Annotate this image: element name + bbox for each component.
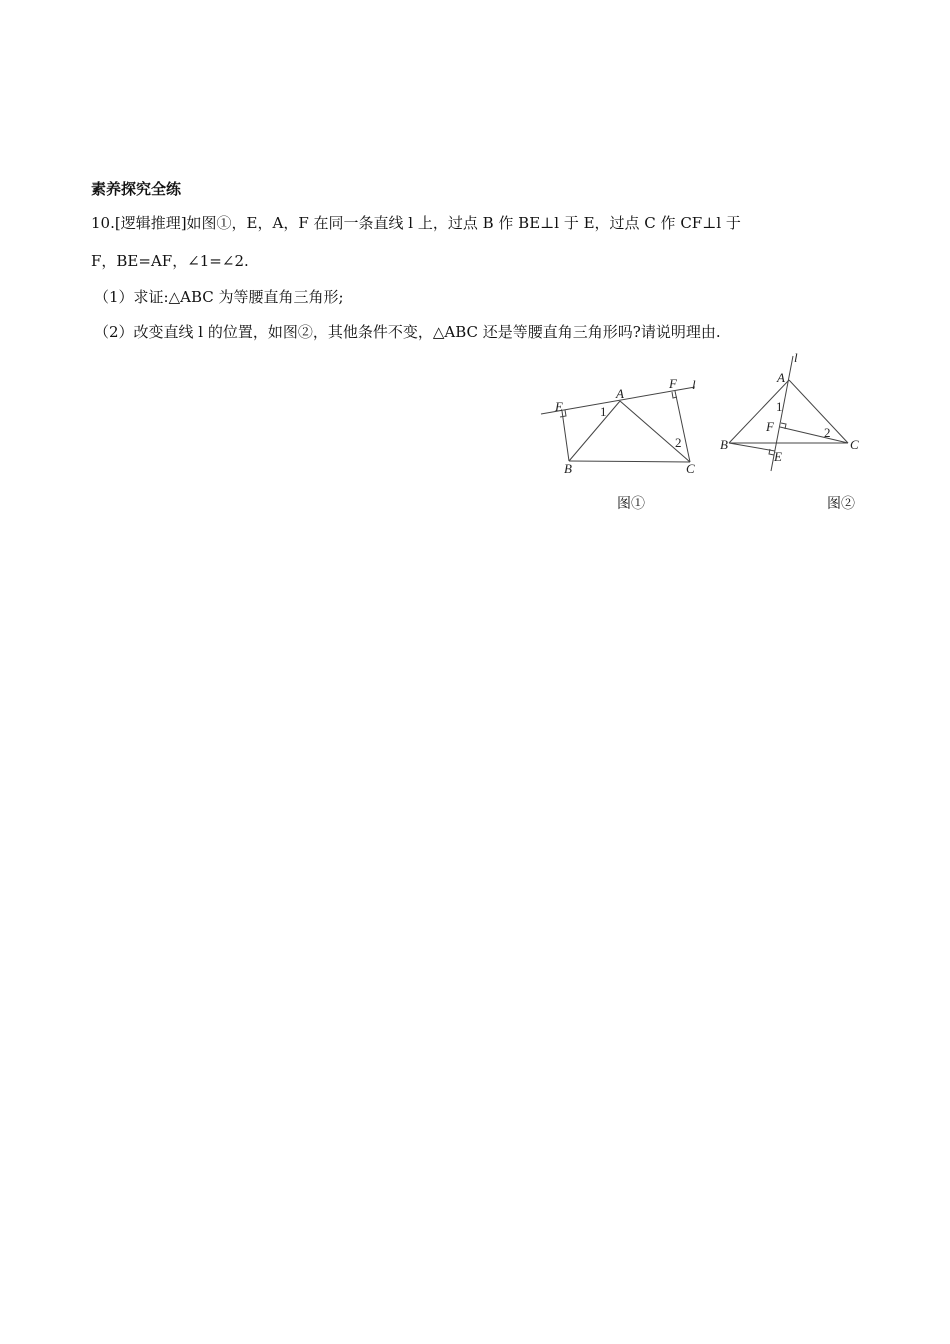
- label-F: F: [669, 376, 677, 391]
- label-C: C: [686, 461, 695, 476]
- figure-2: [710, 350, 870, 480]
- segment-AB: [569, 401, 620, 461]
- label-B: B: [564, 461, 572, 476]
- segment-CF: [780, 427, 848, 443]
- section-title: 素养探究全练: [91, 180, 182, 198]
- problem-part-2: （2）改变直线 l 的位置，如图②，其他条件不变，△ABC 还是等腰直角三角形吗?请说明理由.: [94, 323, 721, 341]
- label-E: E: [555, 399, 563, 414]
- label-A: A: [616, 386, 624, 401]
- figure-1: [535, 370, 715, 480]
- problem-line-1: 10.[逻辑推理]如图①，E，A，F 在同一条直线 l 上，过点 B 作 BE⊥l 于 E，过点 C 作 CF⊥l 于: [91, 214, 741, 232]
- label-B: B: [720, 437, 728, 452]
- problem-line-2: F，BE=AF，∠1=∠2.: [91, 252, 249, 270]
- label-l: l: [692, 377, 696, 392]
- label-C: C: [850, 437, 859, 452]
- figure-2-caption: 图②: [827, 496, 855, 512]
- label-l: l: [794, 350, 798, 365]
- angle-1-label: 1: [600, 404, 607, 419]
- problem-part-1: （1）求证:△ABC 为等腰直角三角形;: [94, 288, 344, 306]
- segment-BE: [562, 411, 569, 461]
- segment-BC: [569, 461, 690, 462]
- angle-1-label: 1: [776, 399, 783, 414]
- angle-2-label: 2: [824, 425, 831, 440]
- label-E: E: [774, 449, 782, 464]
- figure-1-caption: 图①: [617, 496, 645, 512]
- angle-2-label: 2: [675, 435, 682, 450]
- label-A: A: [777, 370, 785, 385]
- label-F: F: [766, 419, 774, 434]
- segment-BE: [729, 443, 775, 451]
- segment-AC: [789, 380, 848, 443]
